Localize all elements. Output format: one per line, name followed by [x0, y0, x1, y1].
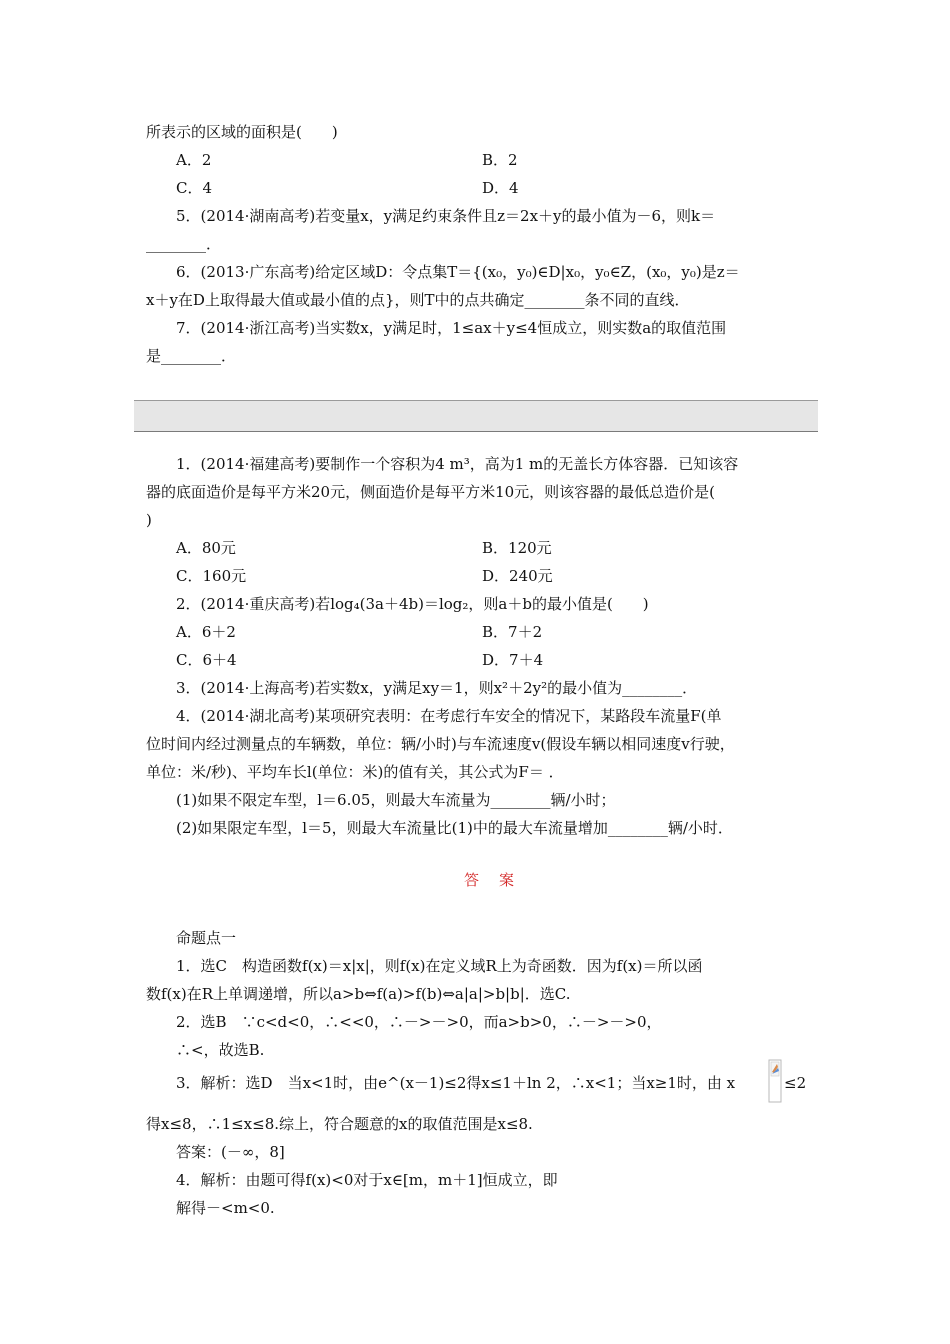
- answers-heading: 命题点一: [176, 929, 237, 947]
- answer-4-line1: 4．解析：由题可得f(x)<0对于x∈[m，m＋1]恒成立，即: [176, 1171, 558, 1189]
- option-b: B．2: [482, 151, 518, 169]
- answer-4-line2: 解得－<m<0.: [176, 1199, 275, 1217]
- answer-3-line1: 3．解析：选D 当x<1时，由e^(x－1)≤2得x≤1＋ln 2，∴x<1；当x≥1时，由 x: [176, 1074, 736, 1092]
- s2-question-4-line3: 单位：米/秒)、平均车长l(单位：米)的值有关，其公式为F＝ ．: [146, 763, 564, 781]
- s2-question-2: 2．(2014·重庆高考)若log₄(3a＋4b)＝log₂，则a＋b的最小值是( ): [176, 595, 649, 613]
- section-divider-bar: [134, 400, 818, 432]
- answer-3-line1-end: ≤2: [784, 1074, 807, 1092]
- option-c: C．4: [176, 179, 213, 197]
- answer-3-line2: 得x≤8，∴1≤x≤8.综上，符合题意的x的取值范围是x≤8.: [146, 1115, 533, 1133]
- s2-q1-option-a: A．80元: [176, 539, 236, 557]
- answers-title: 答案: [464, 871, 535, 889]
- question-7-line2: 是________．: [146, 347, 237, 365]
- s2-q2-option-d: D．7＋4: [482, 651, 544, 669]
- s2-question-1-line1: 1．(2014·福建高考)要制作一个容积为4 m³，高为1 m的无盖长方体容器．已知该容: [176, 455, 739, 473]
- s2-question-4-line2: 位时间内经过测量点的车辆数，单位：辆/小时)与车流速度v(假设车辆以相同速度v行驶，: [146, 735, 735, 753]
- question-5-blank: ________．: [146, 235, 222, 253]
- answer-1-line2: 数f(x)在R上单调递增，所以a>b⇔f(a)>f(b)⇔a|a|>b|b|．选C.: [146, 985, 571, 1003]
- s2-question-4-line1: 4．(2014·湖北高考)某项研究表明：在考虑行车安全的情况下，某路段车流量F(单: [176, 707, 722, 725]
- s2-question-1-line2: 器的底面造价是每平方米20元，侧面造价是每平方米10元，则该容器的最低总造价是(: [146, 483, 716, 501]
- answer-1-line1: 1．选C 构造函数f(x)＝x|x|，则f(x)在定义域R上为奇函数．因为f(x)＝所以函: [176, 957, 703, 975]
- question-5: 5．(2014·湖南高考)若变量x，y满足约束条件且z＝2x＋y的最小值为－6，则k＝: [176, 207, 716, 225]
- question-intro: 所表示的区域的面积是( ): [146, 123, 338, 141]
- question-7-line1: 7．(2014·浙江高考)当实数x，y满足时，1≤ax＋y≤4恒成立，则实数a的取值范围: [176, 319, 727, 337]
- option-d: D．4: [482, 179, 519, 197]
- question-6-line2: x＋y在D上取得最大值或最小值的点}，则T中的点共确定________条不同的直线．: [146, 291, 690, 309]
- s2-q2-option-a: A．6＋2: [176, 623, 236, 641]
- s2-question-3: 3．(2014·上海高考)若实数x，y满足xy＝1，则x²＋2y²的最小值为________．: [176, 679, 698, 697]
- s2-question-1-line3: ): [146, 511, 152, 529]
- option-a: A．2: [176, 151, 212, 169]
- s2-q1-option-b: B．120元: [482, 539, 552, 557]
- s2-question-4-sub1: (1)如果不限定车型，l＝6.05，则最大车流量为________辆/小时；: [176, 791, 616, 809]
- question-6-line1: 6．(2013·广东高考)给定区域D：令点集T＝{(x₀，y₀)∈D|x₀，y₀∈Z，(x₀，y₀)是z＝: [176, 263, 740, 281]
- broken-formula-image-icon: [768, 1059, 782, 1103]
- s2-q2-option-c: C．6＋4: [176, 651, 237, 669]
- s2-question-4-sub2: (2)如果限定车型，l＝5，则最大车流量比(1)中的最大车流量增加________辆/小时．: [176, 819, 733, 837]
- s2-q2-option-b: B．7＋2: [482, 623, 543, 641]
- answer-2-line2: ∴<，故选B.: [176, 1041, 265, 1059]
- s2-q1-option-c: C．160元: [176, 567, 247, 585]
- answer-2-line1: 2．选B ∵c<d<0，∴<<0，∴－>－>0，而a>b>0，∴－>－>0，: [176, 1013, 662, 1031]
- s2-q1-option-d: D．240元: [482, 567, 553, 585]
- answer-3-result: 答案：(－∞，8]: [176, 1143, 285, 1161]
